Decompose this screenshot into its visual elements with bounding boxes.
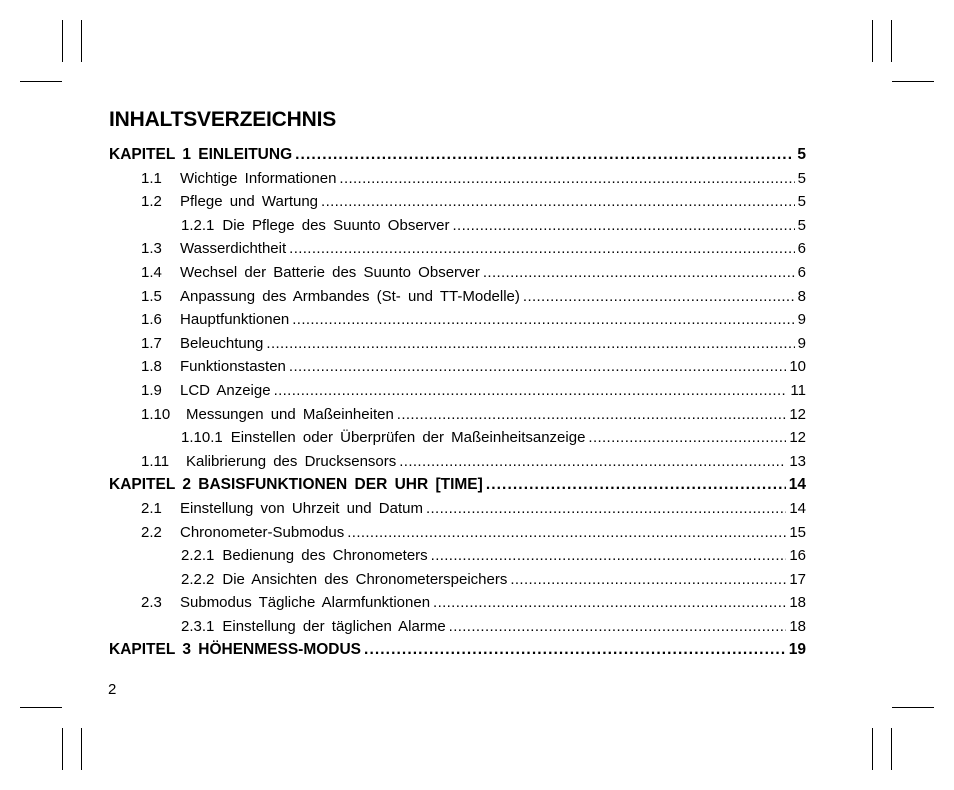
toc-entry-page: 14	[789, 499, 806, 517]
toc-entry-number: 1.5	[141, 287, 162, 305]
dot-leader	[321, 193, 795, 210]
crop-mark	[81, 728, 82, 770]
toc-entry-label: Wechsel der Batterie des Suunto Observer	[180, 263, 480, 281]
toc-entry-number: 2.2.1	[181, 547, 215, 565]
toc-entry-page: 8	[797, 287, 806, 305]
toc-entry-page: 11	[790, 381, 806, 399]
toc-entry-label: Hauptfunktionen	[180, 311, 290, 329]
toc-entry[interactable]	[109, 382, 806, 406]
toc-entry-page: 5	[797, 216, 806, 234]
toc-entry-label: Einstellung der täglichen Alarme	[222, 617, 446, 635]
toc-entry-page: 18	[789, 594, 806, 612]
dot-leader	[431, 547, 787, 564]
toc-entry-number: 1.2	[141, 193, 162, 211]
toc-entry-label: LCD Anzeige	[180, 381, 271, 399]
toc-entry-label: KAPITEL 2 BASISFUNKTIONEN DER UHR [TIME]	[109, 476, 483, 494]
dot-leader	[274, 382, 788, 399]
toc-entry-page: 9	[797, 334, 806, 352]
crop-mark	[872, 728, 873, 770]
toc-entry-number: 2.2	[141, 523, 162, 541]
toc-entry-label: Funktionstasten	[180, 358, 286, 376]
toc-entry-label: Pflege und Wartung	[180, 193, 319, 211]
toc-entry-page: 5	[797, 146, 806, 163]
toc-entry-label: Kalibrierung des Drucksensors	[186, 452, 397, 470]
toc-entry-page: 9	[797, 311, 806, 329]
dot-leader	[289, 358, 786, 375]
toc-entry[interactable]	[109, 335, 806, 359]
crop-mark	[872, 20, 873, 62]
toc-entry-label: Die Pflege des Suunto Observer	[222, 216, 450, 234]
toc-entry-label: Die Ansichten des Chronometerspeichers	[222, 570, 508, 588]
dot-leader	[588, 429, 786, 446]
toc-entry[interactable]	[109, 264, 806, 288]
toc-entry-number: 1.7	[141, 334, 162, 352]
crop-mark	[891, 20, 892, 62]
dot-leader	[510, 571, 786, 588]
toc-entry-label: Wichtige Informationen	[180, 169, 337, 187]
toc-entry[interactable]	[109, 571, 806, 595]
toc-entry-label: Bedienung des Chronometers	[222, 547, 428, 565]
toc-entry-number: 2.1	[141, 499, 162, 517]
toc-entry-page: 19	[788, 641, 806, 659]
toc-entry-number: 2.3.1	[181, 617, 215, 635]
toc-entry-page: 12	[789, 429, 806, 447]
toc-entry-number: 1.3	[141, 240, 162, 258]
toc-entry-label: Anpassung des Armbandes (St- und TT-Modelle)	[180, 287, 520, 305]
dot-leader	[426, 500, 786, 517]
toc-entry-number: 1.4	[141, 263, 162, 281]
dot-leader	[483, 264, 795, 281]
toc-entry-label: Messungen und Maßeinheiten	[186, 405, 394, 423]
table-of-contents	[109, 146, 806, 665]
toc-entry[interactable]	[109, 429, 806, 453]
dot-leader	[292, 311, 794, 328]
page-title: INHALTSVERZEICHNIS	[109, 108, 337, 131]
toc-entry-number: 1.9	[141, 381, 162, 399]
dot-leader	[339, 170, 794, 187]
toc-entry-page: 6	[797, 240, 806, 258]
toc-entry[interactable]	[109, 193, 806, 217]
toc-entry-number: 1.1	[141, 169, 162, 187]
toc-entry-page: 18	[789, 617, 806, 635]
toc-entry-page: 12	[789, 405, 806, 423]
dot-leader	[266, 335, 794, 352]
toc-entry[interactable]	[109, 500, 806, 524]
toc-entry-number: 2.3	[141, 594, 162, 612]
toc-entry-number: 1.11	[141, 452, 170, 470]
toc-entry-page: 15	[789, 523, 806, 541]
toc-entry-page: 13	[789, 452, 806, 470]
toc-entry-label: KAPITEL 3 HÖHENMESS-MODUS	[109, 641, 362, 659]
toc-entry-label: Wasserdichtheit	[180, 240, 287, 258]
crop-mark	[20, 81, 62, 82]
crop-mark	[62, 20, 63, 62]
dot-leader	[364, 641, 786, 659]
crop-mark	[891, 728, 892, 770]
toc-chapter-entry[interactable]	[109, 146, 806, 170]
toc-entry-label: KAPITEL 1 EINLEITUNG	[109, 146, 293, 163]
toc-entry[interactable]	[109, 524, 806, 548]
toc-entry-label: Beleuchtung	[180, 334, 264, 352]
toc-entry[interactable]	[109, 453, 806, 477]
toc-entry-label: Chronometer-Submodus	[180, 523, 345, 541]
crop-mark	[62, 728, 63, 770]
crop-mark	[892, 707, 934, 708]
toc-chapter-entry[interactable]	[109, 476, 806, 500]
dot-leader	[289, 240, 795, 257]
crop-mark	[892, 81, 934, 82]
toc-entry-page: 5	[797, 193, 806, 211]
toc-entry[interactable]	[109, 618, 806, 642]
toc-entry-number: 1.6	[141, 311, 162, 329]
toc-entry-page: 5	[797, 169, 806, 187]
dot-leader	[295, 146, 794, 164]
toc-entry[interactable]	[109, 547, 806, 571]
toc-entry-number: 2.2.2	[181, 570, 215, 588]
dot-leader	[433, 594, 786, 611]
dot-leader	[347, 524, 786, 541]
page-number: 2	[108, 681, 117, 698]
toc-entry[interactable]	[109, 594, 806, 618]
crop-mark	[20, 707, 62, 708]
toc-entry-page: 16	[789, 547, 806, 565]
toc-entry-number: 1.10.1	[181, 429, 223, 447]
toc-entry[interactable]	[109, 288, 806, 312]
dot-leader	[397, 406, 787, 423]
toc-entry-page: 10	[789, 358, 806, 376]
toc-entry[interactable]	[109, 217, 806, 241]
toc-entry[interactable]	[109, 358, 806, 382]
toc-entry-number: 1.10	[141, 405, 171, 423]
toc-entry[interactable]	[109, 311, 806, 335]
toc-entry-number: 1.2.1	[181, 216, 215, 234]
dot-leader	[449, 618, 787, 635]
dot-leader	[399, 453, 786, 470]
toc-entry-page: 6	[797, 263, 806, 281]
dot-leader	[453, 217, 795, 234]
toc-entry-page: 14	[788, 476, 806, 494]
dot-leader	[523, 288, 795, 305]
dot-leader	[486, 476, 786, 494]
crop-mark	[81, 20, 82, 62]
toc-entry-label: Einstellen oder Überprüfen der Maßeinheitsanzeige	[230, 429, 586, 447]
toc-entry-number: 1.8	[141, 358, 162, 376]
toc-entry-label: Submodus Tägliche Alarmfunktionen	[180, 594, 431, 612]
toc-chapter-entry[interactable]	[109, 641, 806, 665]
toc-entry[interactable]	[109, 170, 806, 194]
toc-entry[interactable]	[109, 240, 806, 264]
toc-entry[interactable]	[109, 406, 806, 430]
toc-entry-page: 17	[789, 570, 806, 588]
toc-entry-label: Einstellung von Uhrzeit und Datum	[180, 499, 423, 517]
